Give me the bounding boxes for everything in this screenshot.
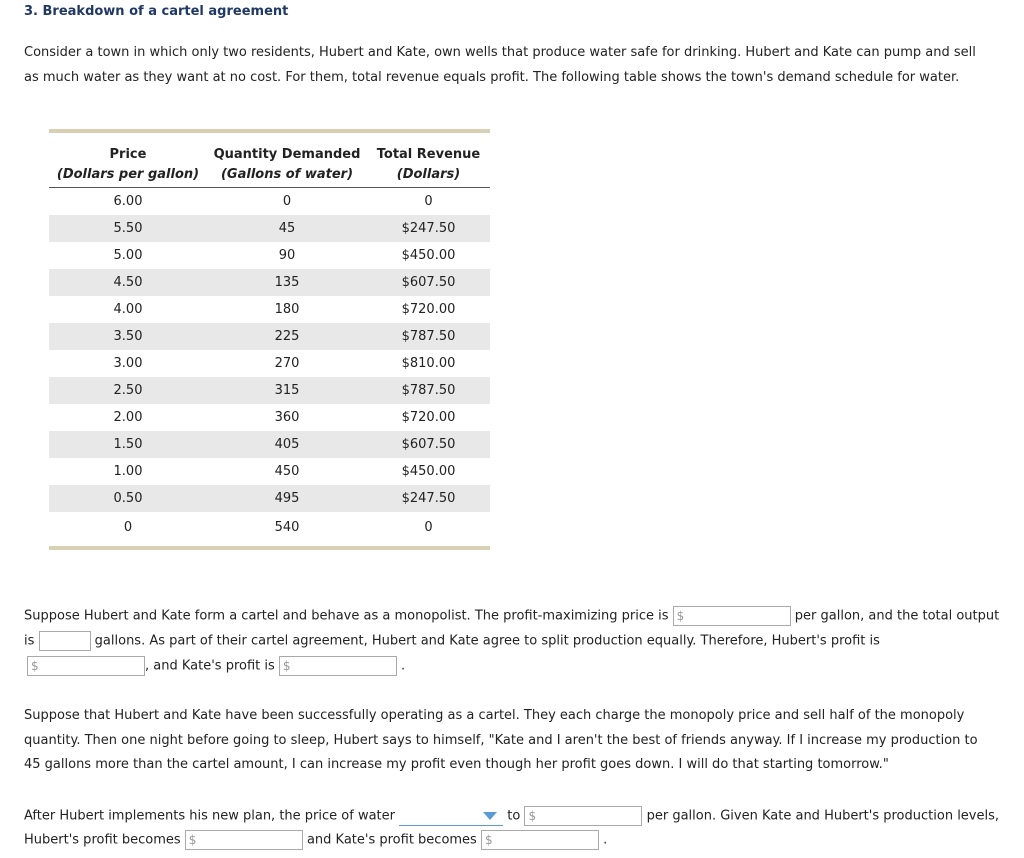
table-row: [49, 269, 490, 296]
q2-text6: .: [603, 832, 608, 848]
monopoly-price-input[interactable]: [673, 606, 791, 626]
price-change-dropdown[interactable]: [399, 806, 503, 826]
quantity-cell: 495: [207, 485, 367, 512]
header-revenue-unit: (Dollars): [367, 162, 490, 188]
price-cell: 2.50: [49, 377, 207, 404]
revenue-cell: $720.00: [401, 302, 456, 317]
q2-text3: per gallon. Given Kate and Hubert's production levels,: [646, 808, 1000, 824]
q1-text2: per gallon, and the total output: [794, 608, 1000, 624]
q2-line2: [24, 830, 607, 850]
kate-new-profit-input[interactable]: [481, 830, 599, 850]
quantity-cell: 360: [274, 410, 300, 425]
q2-line1: [24, 806, 999, 826]
table-row: [49, 458, 490, 485]
price-cell: 6.00: [113, 194, 143, 209]
total-output-input[interactable]: [39, 631, 91, 651]
price-cell: 1.50: [49, 431, 207, 458]
q1-text6: .: [401, 658, 406, 674]
price-cell: 4.00: [113, 302, 143, 317]
price-cell: 0: [123, 519, 133, 535]
dollar-sign: $: [528, 809, 537, 823]
price-cell: 5.00: [113, 248, 143, 263]
intro-paragraph: Consider a town in which only two residents, Hubert and Kate, own wells that produce water safe for drinking. Hubert and Kate can pump and sell as much water as they want at no cost. For them, total revenue equals profit. The following table shows the town's demand schedule for water.: [24, 45, 976, 85]
table-row: [49, 485, 490, 512]
revenue-cell: $607.50: [367, 431, 490, 458]
price-cell: 3.50: [49, 323, 207, 350]
table-row: [49, 377, 490, 404]
quantity-cell: 270: [274, 356, 300, 371]
revenue-cell: $787.50: [367, 323, 490, 350]
header-quantity-unit: (Gallons of water): [207, 162, 367, 188]
dollar-sign: $: [676, 609, 685, 623]
quantity-cell: 315: [207, 377, 367, 404]
revenue-cell: $450.00: [401, 464, 456, 479]
header-quantity: Quantity Demanded: [213, 147, 361, 162]
table-row: [49, 215, 490, 242]
dollar-sign: $: [282, 659, 291, 673]
quantity-cell: 45: [207, 215, 367, 242]
table-row: [49, 404, 490, 431]
hubert-new-profit-input[interactable]: [185, 830, 303, 850]
revenue-cell: $787.50: [367, 377, 490, 404]
revenue-cell: $720.00: [401, 410, 456, 425]
price-cell: 3.00: [113, 356, 143, 371]
revenue-cell: $247.50: [367, 485, 490, 512]
table-row: [49, 512, 490, 548]
chevron-down-icon: [483, 812, 497, 820]
header-price-unit: (Dollars per gallon): [49, 162, 207, 188]
quantity-cell: 405: [207, 431, 367, 458]
q2-text5: and Kate's profit becomes: [306, 832, 477, 848]
quantity-cell: 540: [274, 519, 300, 535]
page-title: 3. Breakdown of a cartel agreement: [24, 4, 289, 19]
table-row: [49, 323, 490, 350]
q2-text4: Hubert's profit becomes: [24, 832, 181, 848]
q1-text1: Suppose Hubert and Kate form a cartel and behave as a monopolist. The profit-maximizing price is: [24, 608, 669, 624]
dollar-sign: $: [188, 833, 197, 847]
q1-text4: gallons. As part of their cartel agreement, Hubert and Kate agree to split production equally. Therefore, Hubert's profit is: [94, 633, 880, 649]
quantity-cell: 0: [282, 194, 292, 209]
table-row: [49, 242, 490, 269]
price-cell: 2.00: [113, 410, 143, 425]
kate-profit-input[interactable]: [279, 656, 397, 676]
q2-text1: After Hubert implements his new plan, the price of water: [24, 808, 395, 824]
quantity-cell: 135: [207, 269, 367, 296]
revenue-cell: 0: [424, 519, 433, 535]
table-row: [49, 188, 490, 216]
revenue-cell: $607.50: [367, 269, 490, 296]
price-cell: 5.50: [49, 215, 207, 242]
q1-line1: [24, 606, 999, 626]
scenario-paragraph: Suppose that Hubert and Kate have been successfully operating as a cartel. They each charge the monopoly price and sell half of the monopoly quantity. Then one night before going to sleep, Hubert says to himself, "Kate and I aren't the best of friends anyway. If I increase my production to 45 gallons more than the cartel amount, I can increase my profit even though her profit goes down. I will do that starting tomorrow.": [24, 708, 978, 772]
q1-line2: [24, 631, 880, 651]
dollar-sign: $: [484, 833, 493, 847]
revenue-cell: $810.00: [401, 356, 456, 371]
revenue-cell: 0: [424, 194, 433, 209]
quantity-cell: 180: [274, 302, 300, 317]
price-cell: 0.50: [49, 485, 207, 512]
q1-line3: [27, 656, 405, 676]
quantity-cell: 225: [207, 323, 367, 350]
price-cell: 4.50: [49, 269, 207, 296]
table-row: [49, 431, 490, 458]
q2-text2: to: [507, 808, 521, 824]
q1-text3: is: [24, 633, 35, 649]
table-row: [49, 350, 490, 377]
quantity-cell: 90: [278, 248, 296, 263]
demand-schedule-table: [49, 129, 490, 550]
dollar-sign: $: [31, 659, 39, 673]
q1-text5: , and Kate's profit is: [145, 658, 275, 674]
header-revenue: Total Revenue: [376, 147, 481, 162]
revenue-cell: $247.50: [367, 215, 490, 242]
hubert-profit-input[interactable]: [27, 656, 145, 676]
new-price-input[interactable]: [524, 806, 642, 826]
price-cell: 1.00: [113, 464, 143, 479]
quantity-cell: 450: [274, 464, 300, 479]
table-row: [49, 296, 490, 323]
revenue-cell: $450.00: [401, 248, 456, 263]
header-price: Price: [109, 147, 147, 162]
